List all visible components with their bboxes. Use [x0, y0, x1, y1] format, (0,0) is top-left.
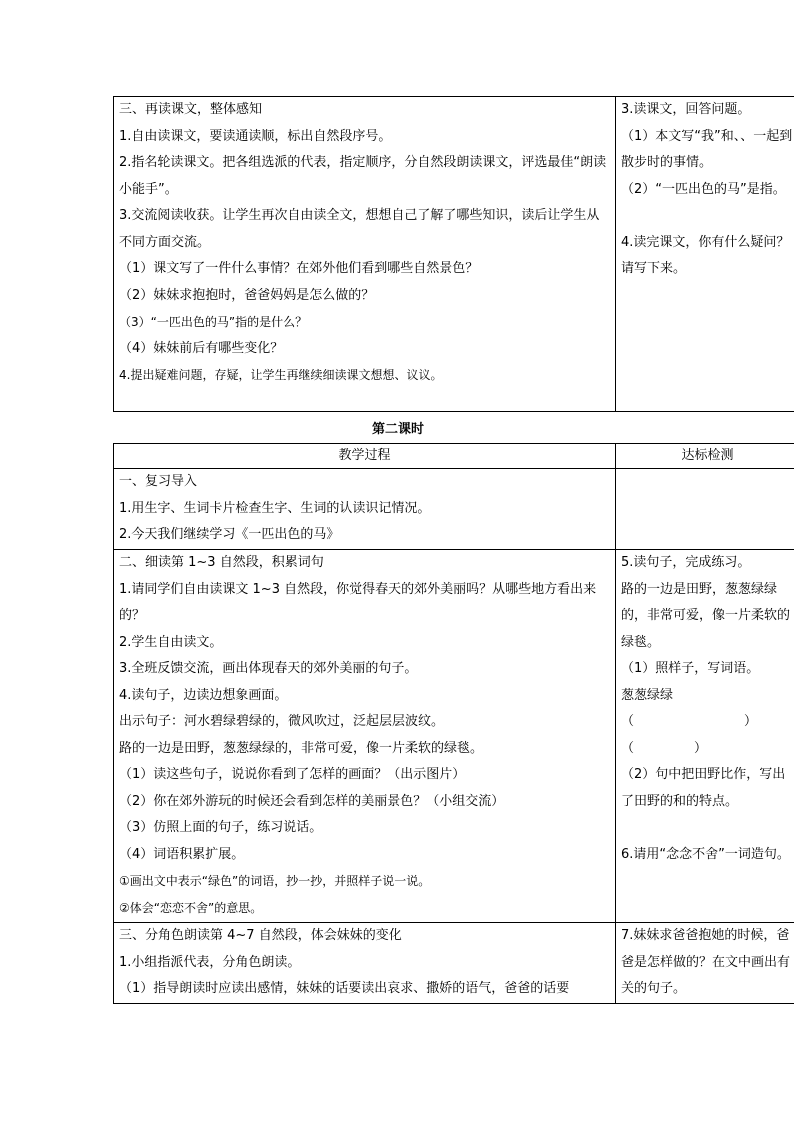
step-line: 1.请同学们自由读课文 1~3 自然段，你觉得春天的郊外美丽吗？从哪些地方看出来的？ — [119, 581, 597, 623]
step-line: 4.提出疑难问题，存疑，让学生再继续细读课文想想、议议。 — [119, 368, 443, 382]
section-heading: 三、再读课文，整体感知 — [119, 102, 263, 117]
section-heading: 三、分角色朗读第 4~7 自然段，体会妹妹的变化 — [119, 928, 402, 943]
answer-blank — [621, 736, 794, 763]
role-reading-cell — [114, 923, 616, 1004]
exercise-line: 3.读课文，回答问题。 — [621, 102, 751, 117]
exercise-line: （1）照样子，写词语。 — [621, 661, 760, 676]
step-line: 4.读句子，边读边想象画面。 — [119, 687, 288, 703]
step-line: 1.自由读课文，要读通读顺，标出自然段序号。 — [119, 128, 392, 144]
section-heading: 二、细读第 1~3 自然段，积累词句 — [119, 555, 324, 570]
exercise-line: 4.读完课文，你有什么疑问？请写下来。 — [621, 234, 790, 276]
example-sentence: 出示句子：河水碧绿碧绿的，微风吹过，泛起层层波纹。 — [119, 714, 445, 729]
section-caption: 第二课时 — [371, 422, 424, 437]
sub-step-line: ②体会“恋恋不舍”的意思。 — [119, 900, 263, 915]
lesson-table-part1 — [113, 96, 794, 412]
sub-step-line: ①画出文中表示“绿色”的词语，抄一抄，并照样子说一说。 — [119, 874, 431, 888]
reading-assessment-cell — [616, 550, 794, 923]
question-line: （4）词语积累扩展。 — [119, 846, 245, 862]
teaching-process-cell — [114, 97, 616, 412]
review-cell — [114, 469, 616, 550]
paren-open: （ — [621, 714, 635, 729]
example-word: 葱葱绿绿 — [621, 687, 674, 703]
paren-open: （ — [621, 740, 635, 756]
step-line: 3.全班反馈交流，画出体现春天的郊外美丽的句子。 — [119, 661, 418, 676]
role-reading-assessment-cell — [616, 923, 794, 1004]
question-line: （1）课文写了一件什么事情？在郊外他们看到哪些自然景色？ — [119, 261, 479, 276]
paren-close: ） — [744, 714, 758, 729]
header-assessment: 达标检测 — [616, 444, 794, 469]
header-teaching-process: 教学过程 — [114, 444, 616, 469]
step-line: 2.今天我们继续学习《一匹出色的马》 — [119, 527, 340, 542]
exercise-quote: 路的一边是田野，葱葱绿绿的，非常可爱，像一片柔软的绿毯。 — [621, 581, 791, 650]
question-line: （2）你在郊外游玩的时候还会看到怎样的美丽景色？（小组交流） — [119, 793, 505, 809]
review-assessment-cell — [616, 469, 794, 550]
step-line: 1.小组指派代表，分角色朗读。 — [119, 954, 301, 970]
exercise-line: 6.请用“念念不舍”一词造句。 — [621, 846, 790, 862]
question-line: （1）读这些句子，说说你看到了怎样的画面？（出示图片） — [119, 767, 466, 782]
answer-blank — [621, 709, 794, 736]
section-heading: 一、复习导入 — [119, 474, 198, 489]
step-line: 1.用生字、生词卡片检查生字、生词的认读识记情况。 — [119, 500, 431, 516]
step-line: （1）指导朗读时应读出感情，妹妹的话要读出哀求、撒娇的语气，爸爸的话要 — [119, 981, 570, 996]
reading-cell — [114, 550, 616, 923]
step-line: 2.指名轮读课文。把各组选派的代表，指定顺序，分自然段朗读课文，评选最佳“朗读小能手”。 — [119, 155, 607, 197]
example-sentence: 路的一边是田野，葱葱绿绿的，非常可爱，像一片柔软的绿毯。 — [119, 740, 484, 756]
step-line: 3.交流阅读收获。让学生再次自由读全文，想想自己了解了哪些知识，读后让学生从不同方面交流。 — [119, 208, 600, 250]
exercise-line: （2）句中把田野比作，写出了田野的和的特点。 — [621, 767, 786, 809]
exercise-line: 5.读句子，完成练习。 — [621, 555, 751, 570]
step-line: 2.学生自由读文。 — [119, 634, 223, 650]
question-line: （2）妹妹求抱抱时，爸爸妈妈是怎么做的？ — [119, 287, 375, 303]
question-line: （3）仿照上面的句子，练习说话。 — [119, 820, 323, 835]
lesson-table-part2 — [113, 443, 794, 1004]
assessment-cell — [616, 97, 794, 412]
exercise-line: 7.妹妹求爸爸抱她的时候，爸爸是怎样做的？在文中画出有关的句子。 — [621, 928, 791, 996]
paren-close: ） — [694, 740, 708, 756]
exercise-line: （2）“一匹出色的马”是指。 — [621, 181, 786, 197]
question-line: （4）妹妹前后有哪些变化？ — [119, 340, 284, 356]
question-line: （3）“一匹出色的马”指的是什么？ — [119, 315, 308, 329]
exercise-line: （1）本文写“我”和、、一起到散步时的事情。 — [621, 128, 793, 170]
